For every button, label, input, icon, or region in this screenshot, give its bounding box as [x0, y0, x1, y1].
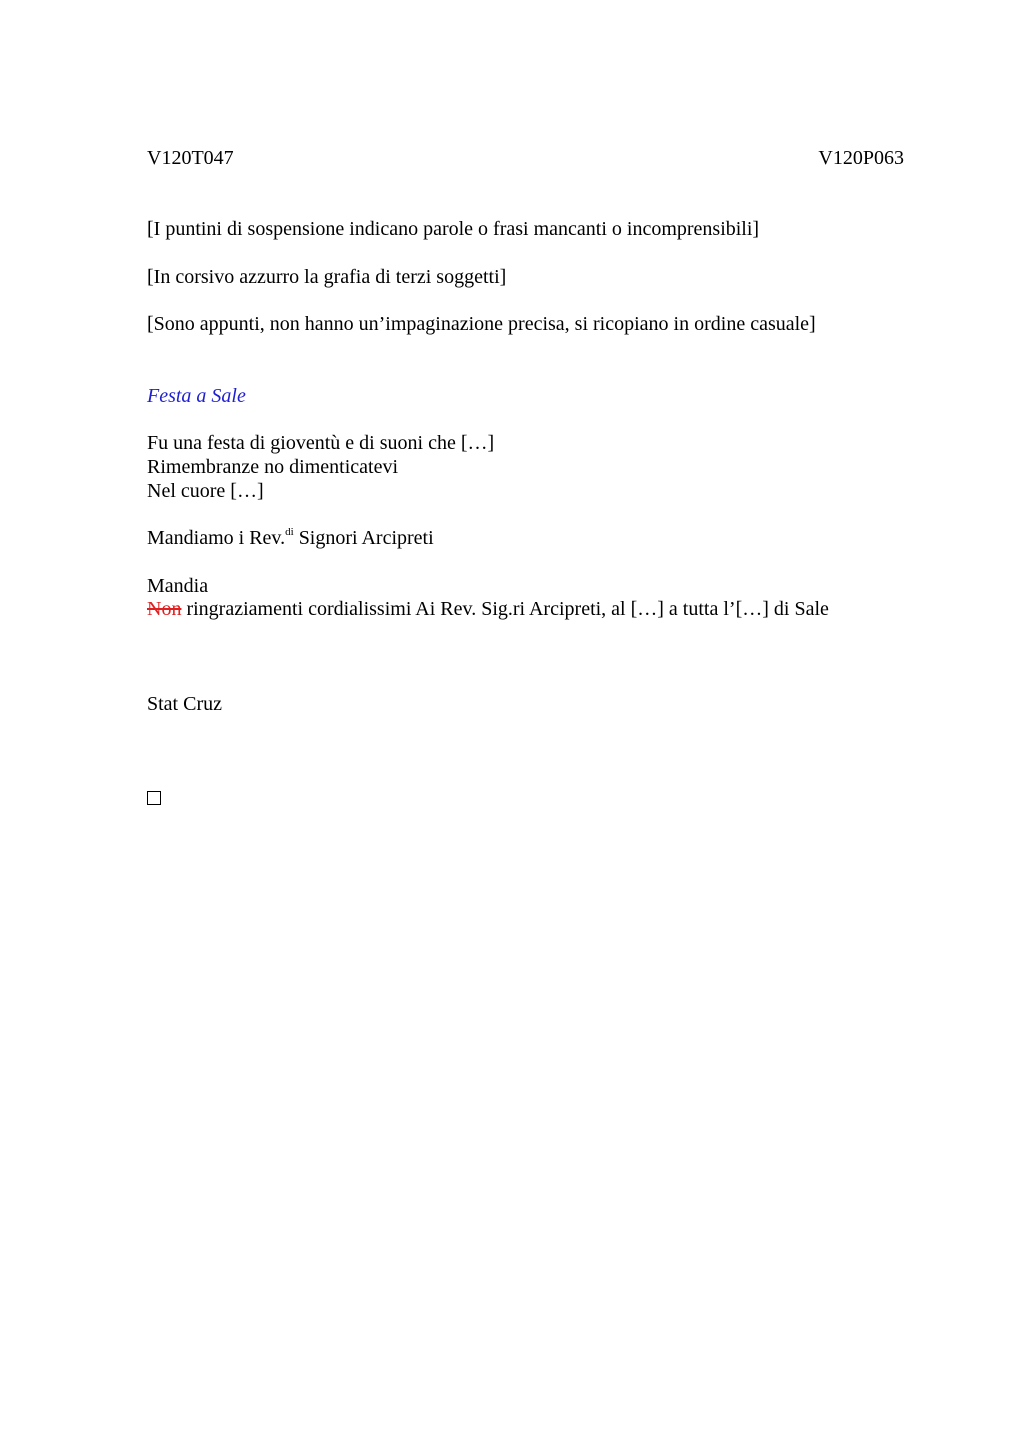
editorial-note: [Sono appunti, non hanno un’impaginazione precisa, si ricopiano in ordine casuale]: [147, 313, 816, 335]
poem-line: Rimembranze no dimenticatevi: [147, 456, 399, 478]
ringraziamenti-line: [147, 597, 829, 621]
poem-line: Nel cuore […]: [147, 480, 264, 502]
empty-square-icon: [147, 791, 161, 805]
superscript-abbrev: di: [285, 526, 294, 538]
poem-line: Fu una festa di gioventù e di suoni che […]: [147, 432, 495, 454]
struck-word: Non: [147, 598, 182, 620]
header-right-code: V120P063: [818, 147, 904, 169]
editorial-note: [I puntini di sospensione indicano parole o frasi mancanti o incomprensibili]: [147, 218, 760, 240]
closing-line: Stat Cruz: [147, 693, 222, 715]
mandiamo-text-after: Signori Arcipreti: [293, 527, 434, 549]
editorial-note: [In corsivo azzurro la grafia di terzi soggetti]: [147, 266, 507, 288]
mandiamo-text-before: Mandiamo i Rev.: [147, 527, 286, 549]
mandiamo-line: [147, 526, 434, 550]
mandia-line: Mandia: [147, 575, 209, 597]
header-left-code: V120T047: [147, 147, 234, 169]
document-title: Festa a Sale: [147, 385, 246, 407]
ringraziamenti-text: ringraziamenti cordialissimi Ai Rev. Sig.ri Arcipreti, al […] a tutta l’[…] di Sale: [181, 598, 829, 620]
